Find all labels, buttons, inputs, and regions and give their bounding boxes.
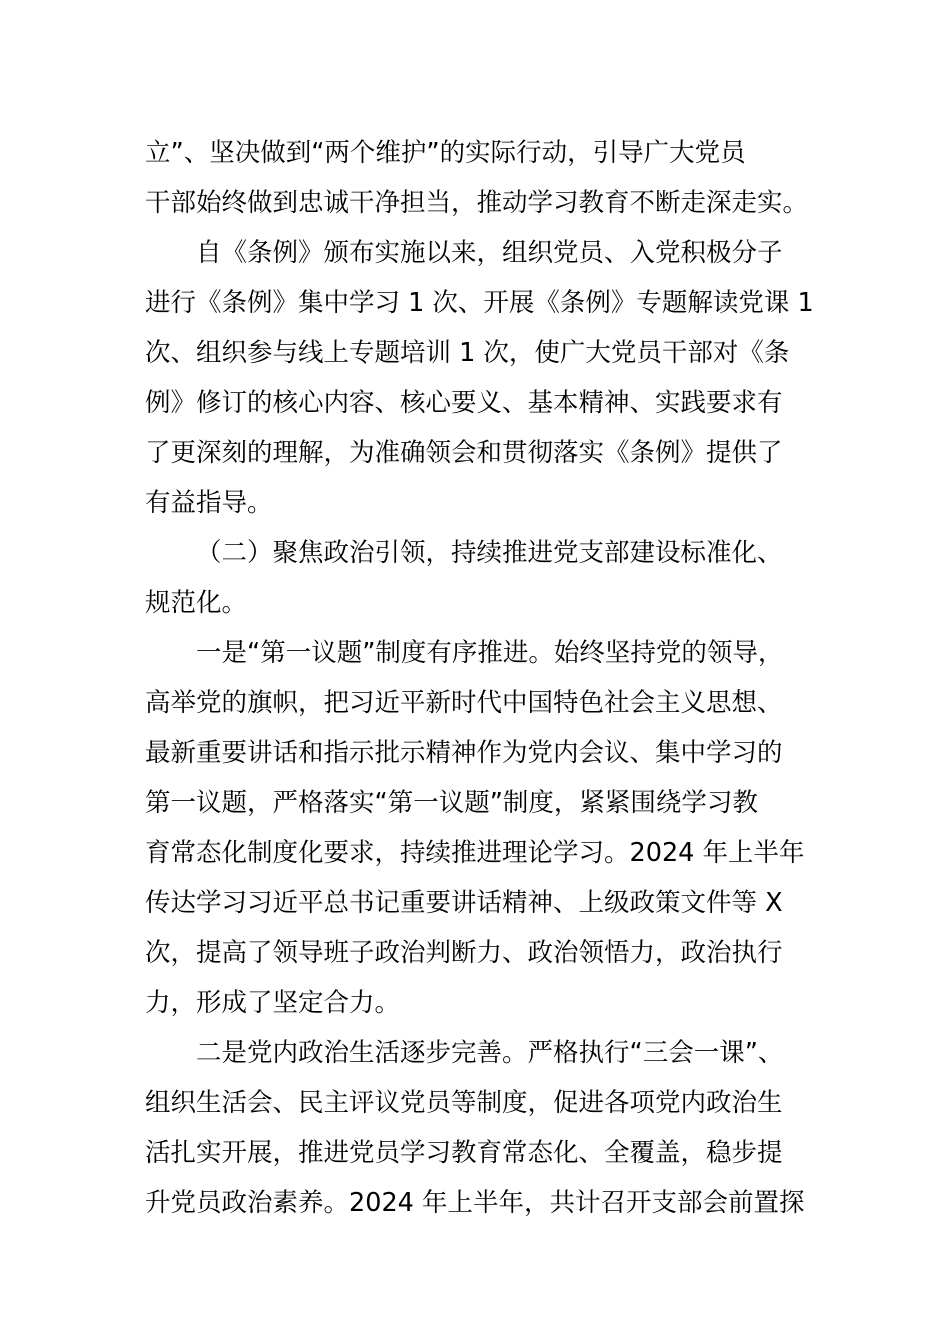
text-line: 一是“第一议题”制度有序推进。始终坚持党的领导， <box>196 638 784 668</box>
text-line: 第一议题，严格落实“第一议题”制度，紧紧围绕学习教 <box>145 788 758 818</box>
text-line: 了更深刻的理解，为准确领会和贯彻落实《条例》提供了 <box>145 438 783 468</box>
section-heading: （二）聚焦政治引领，持续推进党支部建设标准化、 <box>196 538 783 568</box>
text-line: 例》修订的核心内容、核心要义、基本精神、实践要求有 <box>145 388 783 418</box>
text-line: 干部始终做到忠诚干净担当，推动学习教育不断走深走实。 <box>145 188 809 218</box>
text-line: 活扎实开展，推进党员学习教育常态化、全覆盖，稳步提 <box>145 1138 783 1168</box>
section-heading: 规范化。 <box>145 588 248 618</box>
text-line: 传达学习习近平总书记重要讲话精神、上级政策文件等 X <box>145 888 783 918</box>
text-line: 进行《条例》集中学习 1 次、开展《条例》专题解读党课 1 <box>145 288 814 318</box>
text-line: 次、组织参与线上专题培训 1 次，使广大党员干部对《条 <box>145 338 790 368</box>
text-line: 有益指导。 <box>145 488 273 518</box>
text-line: 升党员政治素养。2024 年上半年，共计召开支部会前置探 <box>145 1188 805 1218</box>
text-line: 二是党内政治生活逐步完善。严格执行“三会一课”、 <box>196 1038 784 1068</box>
text-line: 次，提高了领导班子政治判断力、政治领悟力，政治执行 <box>145 938 783 968</box>
text-line: 立”、坚决做到“两个维护”的实际行动，引导广大党员 <box>145 138 746 168</box>
text-line: 高举党的旗帜，把习近平新时代中国特色社会主义思想、 <box>145 688 783 718</box>
text-line: 育常态化制度化要求，持续推进理论学习。2024 年上半年 <box>145 838 805 868</box>
text-line: 最新重要讲话和指示批示精神作为党内会议、集中学习的 <box>145 738 783 768</box>
text-line: 自《条例》颁布实施以来，组织党员、入党积极分子 <box>196 238 783 268</box>
document-body <box>145 128 835 1228</box>
text-line: 组织生活会、民主评议党员等制度，促进各项党内政治生 <box>145 1088 783 1118</box>
text-line: 力，形成了坚定合力。 <box>145 988 401 1018</box>
